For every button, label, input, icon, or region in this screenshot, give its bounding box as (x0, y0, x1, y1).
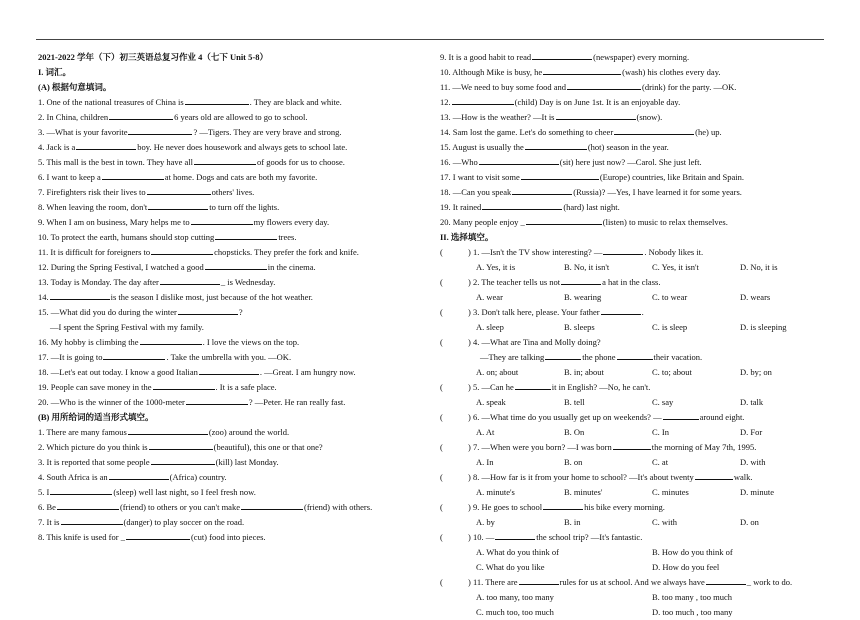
list-item: 17. —It is going to . Take the umbrella with you. —OK. (38, 352, 292, 362)
option-d[interactable]: D. talk (740, 397, 764, 407)
list-item: 4. Jack is a boy. He never does housework and always gets to school late. (38, 142, 348, 152)
question-text: —They are talking (480, 352, 545, 362)
answer-blank[interactable] (543, 500, 583, 510)
option-d[interactable]: D. wears (740, 292, 771, 302)
option-c[interactable]: C. at (652, 457, 669, 467)
options-row (440, 260, 832, 275)
answer-blank[interactable] (186, 395, 248, 405)
list-item: 4. South Africa is an (Africa) country. (38, 472, 227, 482)
list-item: 2. In China, children 6 years old are allowed to go to school. (38, 112, 308, 122)
options-row (440, 515, 832, 530)
option-c[interactable]: C. Yes, it isn't (652, 262, 699, 272)
list-item: 19. It rained (hard) last night. (440, 202, 620, 212)
list-item: 8. This knife is used for _ (cut) food into pieces. (38, 532, 266, 542)
option-c[interactable]: C. In (652, 427, 669, 437)
answer-blank[interactable] (191, 215, 253, 225)
question-text: the school trip? —It's fantastic. (536, 532, 643, 542)
right-column (440, 50, 832, 620)
list-item: 16. —Who (sit) here just now? —Carol. She just left. (440, 157, 702, 167)
answer-paren[interactable]: ( (440, 307, 443, 317)
list-item: 7. Firefighters risk their lives to others' lives. (38, 187, 255, 197)
list-item: 14. is the season I dislike most, just because of the hot weather. (38, 292, 313, 302)
list-item: 13. Today is Monday. The day after _ is Wednesday. (38, 277, 276, 287)
option-c[interactable]: C. to; about (652, 367, 692, 377)
list-item: 17. I want to visit some (Europe) countries, like Britain and Spain. (440, 172, 745, 182)
section-multiple-choice-heading: II. 选择填空。 (440, 232, 494, 242)
answer-paren[interactable]: ( (440, 247, 443, 257)
question-row (440, 275, 832, 290)
option-d[interactable]: D. minute (740, 487, 774, 497)
options-row (440, 290, 832, 305)
answer-blank[interactable] (149, 440, 213, 450)
answer-blank[interactable] (561, 275, 601, 285)
option-b[interactable]: B. minutes' (564, 487, 603, 497)
answer-blank[interactable] (109, 470, 169, 480)
answer-paren[interactable]: ( (440, 532, 443, 542)
answer-blank[interactable] (57, 500, 119, 510)
list-item: 10. To protect the earth, humans should stop cutting trees. (38, 232, 297, 242)
option-b[interactable]: B. on (564, 457, 583, 467)
question-row (440, 440, 832, 455)
answer-blank[interactable] (103, 350, 165, 360)
question-text: ) 9. He goes to school (468, 502, 543, 512)
answer-blank[interactable] (515, 380, 551, 390)
list-item-continuation: —I spent the Spring Festival with my family. (50, 322, 204, 332)
list-item: 6. Be (friend) to others or you can't make (friend) with others. (38, 502, 373, 512)
option-a[interactable]: A. Yes, it is (476, 262, 516, 272)
list-item: 8. When leaving the room, don't to turn off the lights. (38, 202, 280, 212)
option-a[interactable]: A. too many, too many (476, 592, 554, 602)
option-d[interactable]: D. is sleeping (740, 322, 787, 332)
answer-blank[interactable] (109, 110, 173, 120)
option-a[interactable]: A. speak (476, 397, 506, 407)
answer-blank[interactable] (617, 350, 653, 360)
list-item: 18. —Let's eat out today. I know a good Italian . —Great. I am hungry now. (38, 367, 356, 377)
list-item: 1. There are many famous (zoo) around the world. (38, 427, 290, 437)
option-d[interactable]: D. For (740, 427, 763, 437)
option-a[interactable]: A. In (476, 457, 494, 467)
list-item: 11. It is difficult for foreigners to chopsticks. They prefer the fork and knife. (38, 247, 359, 257)
answer-blank[interactable] (482, 200, 562, 210)
list-item: 7. It is (danger) to play soccer on the road. (38, 517, 245, 527)
options-row (440, 560, 832, 575)
option-b[interactable]: B. No, it isn't (564, 262, 610, 272)
answer-blank[interactable] (543, 65, 621, 75)
list-item: 2. Which picture do you think is (beautiful), this one or that one? (38, 442, 323, 452)
answer-blank[interactable] (532, 50, 592, 60)
answer-blank[interactable] (241, 500, 303, 510)
list-item: 12. During the Spring Festival, I watched a good in the cinema. (38, 262, 316, 272)
option-b[interactable]: B. sleeps (564, 322, 595, 332)
answer-blank[interactable] (215, 230, 277, 240)
option-b[interactable]: B. How do you think of (652, 547, 733, 557)
answer-blank[interactable] (613, 440, 651, 450)
list-item: 5. I (sleep) well last night, so I feel fresh now. (38, 487, 256, 497)
question-text: ) 10. — (468, 532, 495, 542)
answer-blank[interactable] (140, 335, 202, 345)
answer-paren[interactable]: ( (440, 577, 443, 587)
answer-paren[interactable]: ( (440, 277, 443, 287)
answer-blank[interactable] (601, 305, 641, 315)
answer-blank[interactable] (151, 455, 215, 465)
answer-paren[interactable]: ( (440, 412, 443, 422)
question-text: the phone (582, 352, 616, 362)
question-text: ) 5. —Can he (468, 382, 514, 392)
list-item: 5. This mall is the best in town. They have all of goods for us to choose. (38, 157, 345, 167)
left-column (38, 50, 428, 545)
answer-blank[interactable] (194, 155, 256, 165)
options-row (440, 545, 832, 560)
question-text: . (641, 307, 644, 317)
answer-blank[interactable] (160, 275, 220, 285)
option-d[interactable]: D. No, it is (740, 262, 778, 272)
answer-blank[interactable] (452, 95, 514, 105)
option-c[interactable]: C. to wear (652, 292, 688, 302)
answer-blank[interactable] (102, 170, 164, 180)
answer-blank[interactable] (556, 110, 636, 120)
answer-blank[interactable] (50, 290, 110, 300)
answer-paren[interactable]: ( (440, 337, 443, 347)
question-text: rules for us at school. And we always have (559, 577, 705, 587)
options-row (440, 365, 832, 380)
list-item: 12. (child) Day is on June 1st. It is an enjoyable day. (440, 97, 681, 107)
option-d[interactable]: D. with (740, 457, 766, 467)
answer-blank[interactable] (521, 170, 599, 180)
answer-paren[interactable]: ( (440, 442, 443, 452)
question-text: ) 2. The teacher tells us not (468, 277, 561, 287)
options-row (440, 485, 832, 500)
list-item: 9. When I am on business, Mary helps me to my flowers every day. (38, 217, 330, 227)
list-item: 18. —Can you speak (Russia)? —Yes, I have learned it for some years. (440, 187, 742, 197)
answer-blank[interactable] (126, 530, 190, 540)
option-b[interactable]: B. On (564, 427, 585, 437)
options-row (440, 590, 832, 605)
answer-blank[interactable] (50, 485, 112, 495)
options-row (440, 455, 832, 470)
option-a[interactable]: A. What do you think of (476, 547, 559, 557)
option-c[interactable]: C. say (652, 397, 674, 407)
option-a[interactable]: A. minute's (476, 487, 515, 497)
answer-blank[interactable] (147, 185, 211, 195)
part-a-heading: (A) 根据句意填词。 (38, 82, 112, 92)
multiple-choice-list (440, 245, 832, 620)
option-b[interactable]: B. too many , too much (652, 592, 733, 602)
list-item: 1. One of the national treasures of China is . They are black and white. (38, 97, 342, 107)
answer-blank[interactable] (199, 365, 259, 375)
answer-blank[interactable] (567, 80, 641, 90)
options-row (440, 425, 832, 440)
option-b[interactable]: B. wearing (564, 292, 602, 302)
question-row-continuation (440, 350, 832, 365)
option-c[interactable]: C. with (652, 517, 678, 527)
options-row (440, 605, 832, 620)
list-item: 15. August is usually the (hot) season in the year. (440, 142, 669, 152)
question-text: ) 1. —Isn't the TV show interesting? — (468, 247, 603, 257)
list-item: 13. —How is the weather? —It is (snow). (440, 112, 663, 122)
answer-blank[interactable] (128, 425, 208, 435)
question-text: it in English? —No, he can't. (551, 382, 651, 392)
question-row (440, 335, 832, 350)
list-item: 6. I want to keep a at home. Dogs and cats are both my favorite. (38, 172, 318, 182)
part-b-heading: (B) 用所给词的适当形式填空。 (38, 412, 154, 422)
option-a[interactable]: A. on; about (476, 367, 519, 377)
answer-blank[interactable] (205, 260, 267, 270)
option-a[interactable]: A. sleep (476, 322, 504, 332)
option-a[interactable]: A. At (476, 427, 495, 437)
option-d[interactable]: D. on (740, 517, 759, 527)
option-d[interactable]: D. How do you feel (652, 562, 720, 572)
answer-blank[interactable] (495, 530, 535, 540)
question-text: _ work to do. (746, 577, 793, 587)
list-item: 14. Sam lost the game. Let's do something to cheer (he) up. (440, 127, 722, 137)
option-a[interactable]: A. by (476, 517, 495, 527)
option-b[interactable]: B. in; about (564, 367, 604, 377)
list-item: 10. Although Mike is busy, he (wash) his clothes every day. (440, 67, 721, 77)
list-item: 20. —Who is the winner of the 1000-meter ? —Peter. He ran really fast. (38, 397, 346, 407)
options-row (440, 320, 832, 335)
question-text: their vacation. (653, 352, 703, 362)
answer-blank[interactable] (706, 575, 746, 585)
question-row (440, 530, 832, 545)
question-row (440, 380, 832, 395)
list-item: 16. My hobby is climbing the . I love the views on the top. (38, 337, 300, 347)
question-text: the morning of May 7th, 1995. (651, 442, 757, 452)
question-row (440, 470, 832, 485)
answer-blank[interactable] (663, 410, 699, 420)
answer-blank[interactable] (178, 305, 238, 315)
answer-blank[interactable] (153, 380, 215, 390)
question-text: ) 7. —When were you born? —I was born (468, 442, 612, 452)
answer-blank[interactable] (151, 245, 213, 255)
list-item: 3. It is reported that some people (kill) last Monday. (38, 457, 279, 467)
answer-blank[interactable] (61, 515, 123, 525)
question-text: ) 6. —What time do you usually get up on weekends? — (468, 412, 662, 422)
question-row (440, 575, 832, 590)
answer-blank[interactable] (148, 200, 208, 210)
answer-paren[interactable]: ( (440, 472, 443, 482)
answer-blank[interactable] (603, 245, 643, 255)
option-c[interactable]: C. is sleep (652, 322, 688, 332)
question-text: ) 11. There are (468, 577, 518, 587)
list-item: 9. It is a good habit to read (newspaper) every morning. (440, 52, 690, 62)
option-c[interactable]: C. minutes (652, 487, 689, 497)
question-text: walk. (733, 472, 753, 482)
section-vocabulary-heading: I. 词汇。 (38, 67, 72, 77)
question-text: around eight. (699, 412, 745, 422)
list-item: 15. —What did you do during the winter ? (38, 307, 243, 317)
question-row (440, 500, 832, 515)
header-rule (36, 39, 824, 40)
answer-blank[interactable] (545, 350, 581, 360)
question-text: ) 8. —How far is it from your home to school? —It's about twenty (468, 472, 694, 482)
question-text: ) 3. Don't talk here, please. Your father (468, 307, 600, 317)
answer-paren[interactable]: ( (440, 382, 443, 392)
option-d[interactable]: D. too much , too many (652, 607, 733, 617)
worksheet-title: 2021-2022 学年（下）初三英语总复习作业 4（七下 Unit 5-8） (38, 52, 268, 62)
list-item: 3. —What is your favorite ? —Tigers. They are very brave and strong. (38, 127, 342, 137)
answer-blank[interactable] (479, 155, 559, 165)
question-text: his bike every morning. (584, 502, 665, 512)
question-row (440, 305, 832, 320)
answer-blank[interactable] (128, 125, 192, 135)
answer-paren[interactable]: ( (440, 502, 443, 512)
list-item: 19. People can save money in the . It is a safe place. (38, 382, 277, 392)
question-text: . Nobody likes it. (644, 247, 704, 257)
option-c[interactable]: C. What do you like (476, 562, 545, 572)
question-text: ) 4. —What are Tina and Molly doing? (468, 337, 601, 347)
answer-blank[interactable] (519, 575, 559, 585)
question-text: a hat in the class. (602, 277, 661, 287)
answer-blank[interactable] (76, 140, 136, 150)
option-a[interactable]: A. wear (476, 292, 503, 302)
answer-blank[interactable] (614, 125, 694, 135)
answer-blank[interactable] (526, 215, 602, 225)
question-row (440, 245, 832, 260)
question-row (440, 410, 832, 425)
option-d[interactable]: D. by; on (740, 367, 772, 377)
options-row (440, 395, 832, 410)
option-c[interactable]: C. much too, too much (476, 607, 554, 617)
answer-blank[interactable] (185, 95, 249, 105)
list-item: 20. Many people enjoy _ (listen) to music to relax themselves. (440, 217, 728, 227)
list-item: 11. —We need to buy some food and (drink) for the party. —OK. (440, 82, 737, 92)
answer-blank[interactable] (512, 185, 572, 195)
answer-blank[interactable] (525, 140, 587, 150)
option-b[interactable]: B. in (564, 517, 581, 527)
option-b[interactable]: B. tell (564, 397, 585, 407)
answer-blank[interactable] (695, 470, 733, 480)
